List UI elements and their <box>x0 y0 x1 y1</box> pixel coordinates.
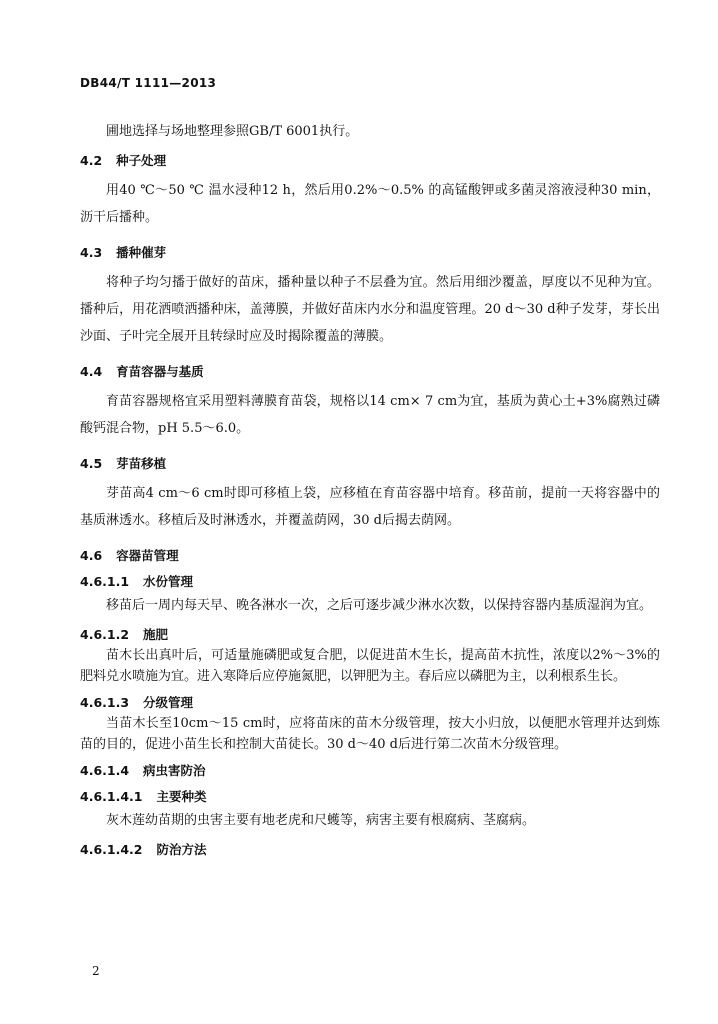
paragraph-transplanting: 芽苗高4 cm～6 cm时即可移植上袋，应移植在育苗容器中培育。移苗前，提前一天将容器中的基质淋透水。移植后及时淋透水，并覆盖荫网，30 d后揭去荫网。 <box>80 486 660 528</box>
section-number: 4.2 <box>80 153 103 168</box>
section-number: 4.6.1.2 <box>80 627 130 642</box>
section-number: 4.6.1.4.2 <box>80 842 143 857</box>
section-heading-4-6-1-3 <box>80 693 660 713</box>
section-title: 种子处理 <box>116 153 167 168</box>
section-number: 4.6.1.4 <box>80 763 130 778</box>
paragraph-sowing: 将种子均匀播于做好的苗床，播种量以种子不层叠为宜。然后用细沙覆盖，厚度以不见种为宜。播种后，用花洒喷洒播种床，盖薄膜，并做好苗床内水分和温度管理。20 d～30 d种子发芽，芽长出沙面、子叶完全展开且转绿时应及时揭除覆盖的薄膜。 <box>80 275 660 344</box>
section-title: 施肥 <box>143 627 169 642</box>
paragraph-pest-types: 灰木莲幼苗期的虫害主要有地老虎和尺蠖等，病害主要有根腐病、茎腐病。 <box>106 813 536 828</box>
paragraph-site-selection: 圃地选择与场地整理参照GB/T 6001执行。 <box>106 124 359 139</box>
section-heading-4-6-1-1 <box>80 572 660 592</box>
page-number: 2 <box>92 964 100 978</box>
section-number: 4.6 <box>80 548 103 563</box>
section-title: 育苗容器与基质 <box>116 364 204 379</box>
section-title: 芽苗移植 <box>116 456 167 471</box>
paragraph-fertilization: 苗木长出真叶后，可适量施磷肥或复合肥，以促进苗木生长，提高苗木抗性，浓度以2%～3%的肥料兑水喷施为宜。进入寒降后应停施氮肥，以钾肥为主。春后应以磷肥为主，以利根系生长。 <box>80 648 660 684</box>
section-number: 4.5 <box>80 456 103 471</box>
paragraph-water-management: 移苗后一周内每天早、晚各淋水一次，之后可逐步减少淋水次数，以保持容器内基质湿润为宜。 <box>106 598 653 613</box>
section-heading-4-6-1-2 <box>80 625 660 645</box>
section-heading-4-4 <box>80 362 660 382</box>
paragraph-container-substrate: 育苗容器规格宜采用塑料薄膜育苗袋，规格以14 cm× 7 cm为宜，基质为黄心土+3%腐熟过磷酸钙混合物，pH 5.5～6.0。 <box>80 394 660 436</box>
document-code: DB44/T 1111—2013 <box>80 76 217 90</box>
section-title: 主要种类 <box>156 789 207 804</box>
section-number: 4.6.1.4.1 <box>80 789 143 804</box>
paragraph-seed-treatment: 用40 ℃～50 ℃ 温水浸种12 h，然后用0.2%～0.5% 的高锰酸钾或多菌灵溶液浸种30 min，沥干后播种。 <box>80 183 660 225</box>
section-heading-4-2 <box>80 151 660 171</box>
section-heading-4-6 <box>80 546 660 566</box>
section-heading-4-3 <box>80 243 660 263</box>
section-title: 播种催芽 <box>116 245 167 260</box>
section-title: 容器苗管理 <box>116 548 179 563</box>
section-number: 4.3 <box>80 245 103 260</box>
section-heading-4-6-1-4-2 <box>80 840 660 860</box>
section-heading-4-5 <box>80 454 660 474</box>
section-title: 水份管理 <box>143 574 194 589</box>
document-body <box>80 118 660 860</box>
paragraph-grading-management: 当苗木长至10cm～15 cm时，应将苗床的苗木分级管理，按大小归放，以便肥水管理并达到炼苗的目的，促进小苗生长和控制大苗徒长。30 d～40 d后进行第二次苗木分级管理。 <box>80 716 660 752</box>
section-title: 分级管理 <box>143 695 194 710</box>
section-heading-4-6-1-4-1 <box>80 787 660 807</box>
section-heading-4-6-1-4 <box>80 761 660 781</box>
section-number: 4.6.1.1 <box>80 574 130 589</box>
section-title: 病虫害防治 <box>143 763 206 778</box>
section-title: 防治方法 <box>156 842 207 857</box>
section-number: 4.6.1.3 <box>80 695 130 710</box>
section-number: 4.4 <box>80 364 103 379</box>
